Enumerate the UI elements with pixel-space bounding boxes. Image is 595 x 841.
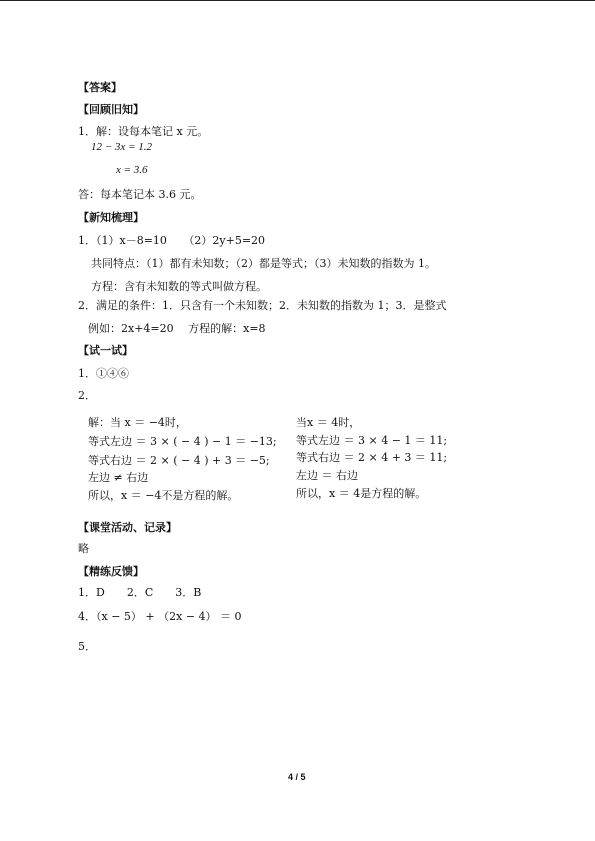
classroom-text: 略: [78, 542, 89, 555]
solution-left-line-4: 左边 ≠ 右边: [88, 471, 149, 484]
solution-left-line-1: 解：当 x ＝ −4时，: [88, 416, 187, 429]
feedback-q5: 5．: [78, 640, 96, 653]
page-number: 4 / 5: [288, 772, 306, 782]
try-q1: 1．①④⑥: [78, 367, 129, 380]
solution-right-line-5: 所以，x ＝ 4是方程的解。: [296, 487, 427, 500]
review-q1: 1．解：设每本笔记 x 元。: [78, 125, 209, 138]
equation-definition: 方程：含有未知数的等式叫做方程。: [91, 280, 267, 293]
solution-left-line-5: 所以，x ＝ −4不是方程的解。: [88, 489, 239, 502]
solution-right-line-3: 等式右边 ＝ 2 × 4 + 3 ＝ 11;: [296, 451, 448, 464]
heading-answer: 【答案】: [78, 81, 122, 94]
solution-right-line-1: 当x ＝ 4时，: [296, 416, 361, 429]
example-line: 例如：2x+4=20 方程的解：x=8: [88, 322, 266, 335]
heading-review: 【回顾旧知】: [78, 103, 144, 116]
review-equation-2: x = 3.6: [116, 164, 148, 176]
top-border-line: [0, 0, 595, 1]
heading-new-knowledge: 【新知梳理】: [78, 211, 144, 224]
review-answer: 答：每本笔记本 3.6 元。: [78, 188, 202, 201]
solution-right-line-2: 等式左边 ＝ 3 × 4 − 1 ＝ 11;: [296, 434, 448, 447]
try-q2: 2．: [78, 389, 96, 402]
solution-right-line-4: 左边 ＝ 右边: [296, 469, 358, 482]
heading-feedback: 【精练反馈】: [78, 565, 144, 578]
common-features: 共同特点：（1）都有未知数；（2）都是等式；（3）未知数的指数为 1。: [91, 257, 436, 270]
heading-try-it: 【试一试】: [78, 344, 133, 357]
feedback-q1-3: 1．D 2．C 3．B: [78, 586, 202, 599]
new-knowledge-q2: 2．满足的条件：1．只含有一个未知数；2．未知数的指数为 1；3．是整式: [78, 299, 447, 312]
feedback-q4: 4．（x − 5） + （2x − 4） ＝ 0: [78, 610, 242, 623]
heading-classroom: 【课堂活动、记录】: [78, 521, 177, 534]
solution-left-line-2: 等式左边 ＝ 3 × ( − 4 ) − 1 ＝ −13;: [88, 435, 277, 448]
new-knowledge-q1: 1．（1）x－8=10 （2）2y+5=20: [78, 234, 266, 247]
solution-left-line-3: 等式右边 ＝ 2 × ( − 4 ) + 3 ＝ −5;: [88, 454, 270, 467]
review-equation-1: 12 − 3x = 1.2: [91, 141, 152, 153]
